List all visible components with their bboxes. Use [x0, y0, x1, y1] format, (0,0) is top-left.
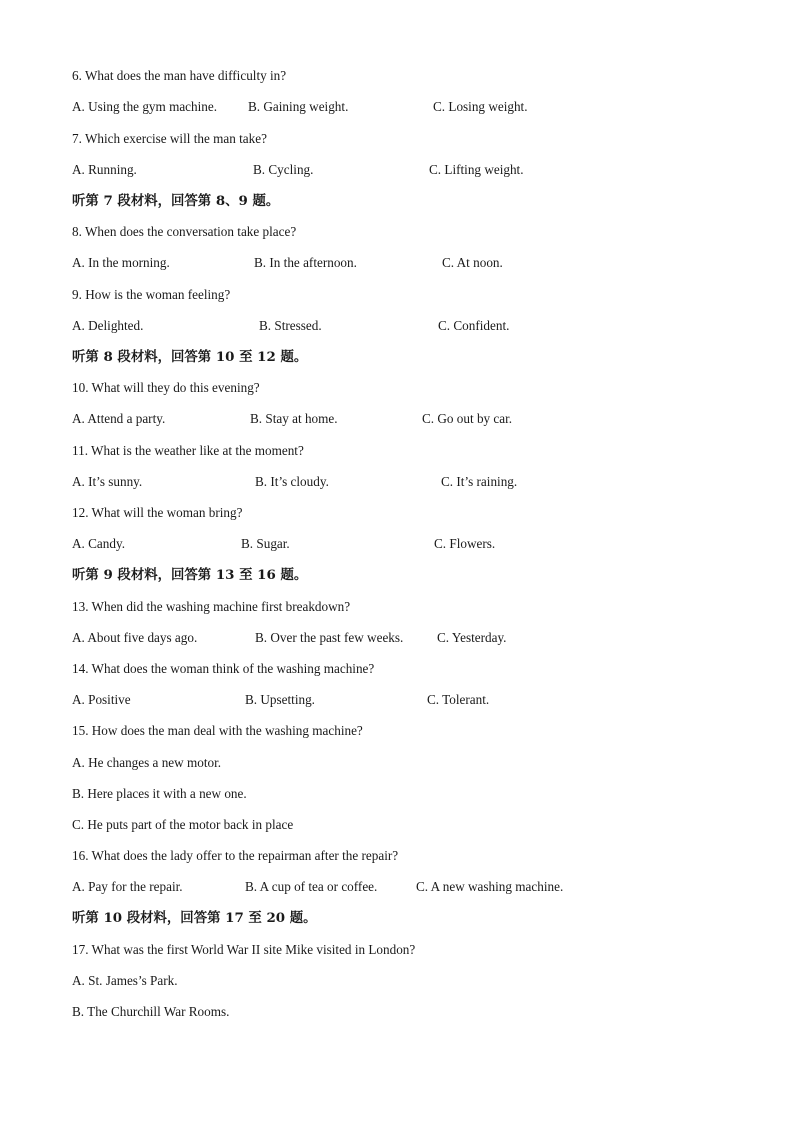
option-a: A. Pay for the repair. — [72, 879, 183, 894]
option-a: A. Running. — [72, 162, 137, 177]
option-c: C. Confident. — [438, 318, 510, 333]
question-stem: 14. What does the woman think of the washing machine? — [72, 661, 375, 676]
question-stem: 17. What was the first World War II site Mike visited in London? — [72, 942, 416, 957]
question-stem: 11. What is the weather like at the moment? — [72, 443, 304, 458]
option-c: C. He puts part of the motor back in place — [72, 817, 294, 832]
option-b: B. Over the past few weeks. — [255, 630, 404, 645]
question-stem: 10. What will they do this evening? — [72, 380, 260, 395]
option-c: C. Yesterday. — [437, 630, 507, 645]
option-a: A. He changes a new motor. — [72, 755, 222, 770]
section-heading: 听第 8 段材料，回答第 10 至 12 题。 — [72, 349, 308, 365]
option-c: C. Tolerant. — [427, 692, 490, 707]
option-a: A. St. James’s Park. — [72, 973, 178, 988]
option-c: C. At noon. — [442, 255, 503, 270]
option-b: B. Cycling. — [253, 162, 314, 177]
question-stem: 16. What does the lady offer to the repairman after the repair? — [72, 848, 399, 863]
option-c: C. Losing weight. — [433, 99, 528, 114]
option-b: B. Here places it with a new one. — [72, 786, 247, 801]
option-a: A. Attend a party. — [72, 411, 166, 426]
option-b: B. Gaining weight. — [248, 99, 349, 114]
option-b: B. Sugar. — [241, 536, 290, 551]
option-b: B. Stressed. — [259, 318, 322, 333]
option-a: A. It’s sunny. — [72, 474, 143, 489]
option-b: B. Stay at home. — [250, 411, 338, 426]
section-heading: 听第 10 段材料，回答第 17 至 20 题。 — [72, 910, 317, 926]
question-stem: 12. What will the woman bring? — [72, 505, 243, 520]
option-c: C. Lifting weight. — [429, 162, 524, 177]
section-heading: 听第 9 段材料，回答第 13 至 16 题。 — [72, 567, 308, 583]
option-a: A. Positive — [72, 692, 131, 707]
option-a: A. Using the gym machine. — [72, 99, 218, 114]
question-stem: 6. What does the man have difficulty in? — [72, 68, 287, 83]
option-a: A. Candy. — [72, 536, 125, 551]
option-b: B. The Churchill War Rooms. — [72, 1004, 230, 1019]
question-stem: 13. When did the washing machine first breakdown? — [72, 599, 351, 614]
option-c: C. A new washing machine. — [416, 879, 564, 894]
option-a: A. In the morning. — [72, 255, 170, 270]
option-a: A. About five days ago. — [72, 630, 198, 645]
section-heading: 听第 7 段材料，回答第 8、9 题。 — [72, 193, 280, 209]
option-b: B. Upsetting. — [245, 692, 315, 707]
question-stem: 15. How does the man deal with the washing machine? — [72, 723, 363, 738]
option-b: B. A cup of tea or coffee. — [245, 879, 378, 894]
option-c: C. Flowers. — [434, 536, 496, 551]
option-c: C. It’s raining. — [441, 474, 518, 489]
option-b: B. It’s cloudy. — [255, 474, 329, 489]
question-stem: 8. When does the conversation take place? — [72, 224, 297, 239]
option-b: B. In the afternoon. — [254, 255, 357, 270]
option-c: C. Go out by car. — [422, 411, 513, 426]
option-a: A. Delighted. — [72, 318, 144, 333]
question-stem: 9. How is the woman feeling? — [72, 287, 231, 302]
question-stem: 7. Which exercise will the man take? — [72, 131, 267, 146]
